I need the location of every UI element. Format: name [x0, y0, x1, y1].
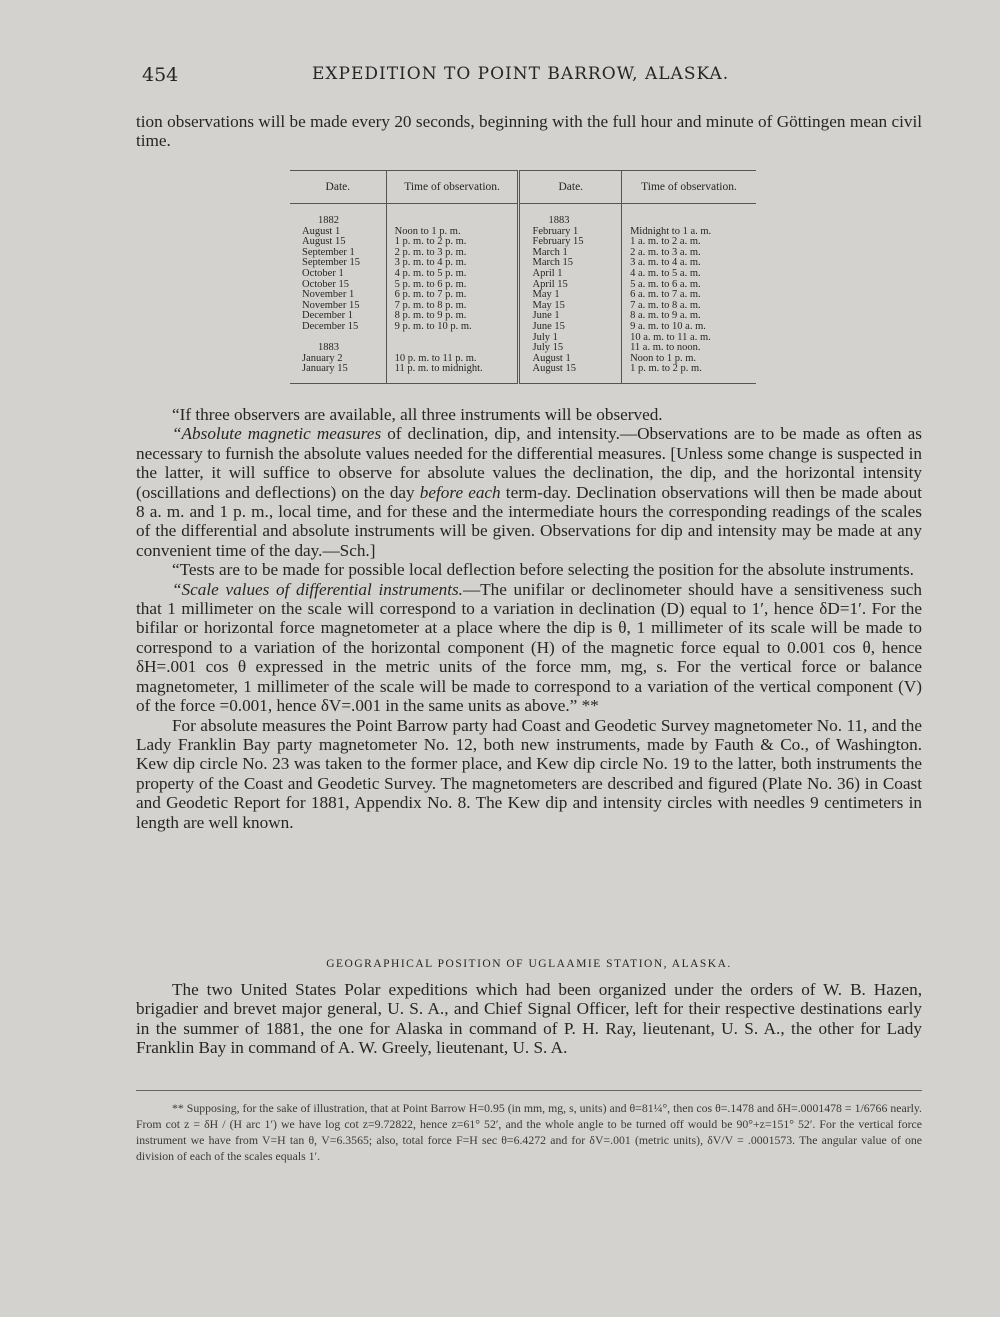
- footnote-rule: [136, 1090, 922, 1091]
- table-cell: Midnight to 1 a. m.: [630, 225, 712, 237]
- table-body-row: [290, 204, 756, 384]
- table-cell: 6 a. m. to 7 a. m.: [630, 289, 701, 301]
- before-each-emphasis: before each: [419, 482, 501, 502]
- table-cell: February 1: [532, 225, 579, 237]
- table-cell: 7 p. m. to 8 p. m.: [394, 299, 467, 311]
- table-cell: January 2: [302, 352, 343, 364]
- absolute-measures-heading: “Absolute magnetic measures: [172, 424, 382, 444]
- intro-text-block: [136, 112, 922, 151]
- page-header: [142, 64, 922, 90]
- table-cell: March 15: [532, 257, 574, 269]
- table-cell: June 1: [532, 310, 560, 322]
- table-cell: Noon to 1 p. m.: [630, 352, 696, 364]
- table-cell: May 15: [532, 299, 565, 311]
- table-cell: March 1: [532, 246, 568, 258]
- scale-values-heading: “Scale values of differential instruments.: [172, 579, 463, 599]
- table-cell: 1 a. m. to 2 a. m.: [630, 236, 701, 248]
- table-cell: [395, 216, 518, 227]
- table-header-time-left: Time of observation.: [386, 171, 519, 204]
- table-cell: 1 p. m. to 2 p. m.: [394, 236, 467, 248]
- table-cell: 8 p. m. to 9 p. m.: [394, 310, 467, 322]
- table-header-date-right: Date.: [519, 171, 622, 204]
- table-cell: 10 p. m. to 11 p. m.: [394, 352, 477, 364]
- table-cell: 9 a. m. to 10 a. m.: [630, 320, 706, 332]
- intro-paragraph: tion observations will be made every 20 seconds, beginning with the full hour and minute of Göttingen mean civil time.: [136, 112, 922, 151]
- paragraph-instruments: For absolute measures the Point Barrow party had Coast and Geodetic Survey magnetometer No. 11, and the Lady Franklin Bay party magnetometer No. 12, both new instruments, made by Fauth & Co., of Washington. Kew dip circle No. 23 was taken to the former place, and Kew dip circle No. 19 to the latter, both instruments the property of the Coast and Geodetic Survey. The magnetometers are described and figured (Plate No. 36) in Coast and Geodetic Report for 1881, Appendix No. 8. The Kew dip and intensity circles with needles 9 centimeters in length are well known.: [136, 715, 922, 832]
- table-cell: February 15: [532, 236, 584, 248]
- table-cell: April 15: [532, 278, 568, 290]
- table-cell: 4 a. m. to 5 a. m.: [630, 267, 701, 279]
- table-cell: 11 p. m. to midnight.: [394, 363, 483, 375]
- table-cell: August 15: [302, 236, 346, 248]
- table-cell: 5 a. m. to 6 a. m.: [630, 278, 701, 290]
- table-cell: October 15: [302, 278, 349, 290]
- table-cell: 1 p. m. to 2 p. m.: [630, 363, 702, 375]
- table-header-time-right: Time of observation.: [622, 171, 756, 204]
- table-cell: September 15: [302, 257, 361, 269]
- table-cell: 1882: [318, 215, 339, 226]
- table-cell: 3 a. m. to 4 a. m.: [630, 257, 701, 269]
- table-cell: July 1: [532, 331, 558, 343]
- table-cell: 5 p. m. to 6 p. m.: [394, 278, 467, 290]
- table-cell: 4 p. m. to 5 p. m.: [394, 267, 467, 279]
- table-cell: August 1: [532, 352, 571, 364]
- table-cell: 1883: [548, 215, 570, 226]
- table-cell: April 1: [532, 267, 563, 279]
- table-cell: 8 a. m. to 9 a. m.: [630, 310, 701, 322]
- scale-values-text: —The unifilar or declinometer should have a sensitiveness such that 1 millimeter on the scale will correspond to a variation in declination (D) equal to 1′, hence δD=1′. For the bifilar or horizontal force magnetometer at a place where the dip is θ, 1 millimeter of its scale will be made to correspond to a variation of the horizontal component (H) of the magnetic force equal to 0.001 cos θ, hence δH=.001 cos θ expressed in the metric units of the force mm, mg, s. For the vertical force or balance magnetometer, 1 millimeter of the scale will be made to correspond to a variation of the vertical component (V) of the force =0.001, hence δV=.001 in the same units as above.” **: [136, 579, 923, 716]
- footnote-text: ** Supposing, for the sake of illustration, that at Point Barrow H=0.95 (in mm, mg, s, units) and θ=81¼°, then cos θ=.1478 and δH=.0001478 = 1/6766 nearly. From cot z = δH / (H arc 1′) we have log cot z=9.72822, hence z=61° 52′, and the whole angle to be turned off would be 90°+z=151° 52′. For the vertical force instrument we have from V=H tan θ, V=6.3565; also, total force F=H sec θ=6.4272 and for δV=.001 (metric units), δV/V = .0001573. The angular value of one division of each of the scales equals 1′.: [136, 1101, 922, 1163]
- footnote: [136, 1100, 922, 1164]
- running-title: EXPEDITION TO POINT BARROW, ALASKA.: [312, 64, 730, 84]
- observation-table: [290, 170, 756, 384]
- section-text-block: [136, 980, 922, 1058]
- table-cell: July 15: [532, 342, 564, 354]
- table-cell: December 15: [302, 320, 359, 332]
- table-cell: [302, 333, 386, 344]
- table-cell: October 1: [302, 267, 344, 279]
- absolute-measures-text: of declination, dip, and intensity.—Observations are to be made as often as necessary to furnish the absolute values needed for the differential measures. [Unless some change is suspected in the latter, it will suffice to observe for absolute values the declination, the dip, and the horizontal intensity (oscillations and deflections) on the day: [136, 424, 923, 502]
- right-dates-column: [519, 204, 622, 384]
- table-cell: August 15: [532, 363, 576, 375]
- table-cell: November 15: [302, 299, 360, 311]
- table-header-row: [290, 171, 756, 204]
- paragraph-scale-values: [136, 580, 922, 716]
- table-cell: December 1: [302, 310, 354, 322]
- table-cell: 3 p. m. to 4 p. m.: [394, 257, 467, 269]
- table-cell: September 1: [302, 246, 355, 258]
- right-times-column: [622, 204, 756, 384]
- paragraph-local-deflection: “Tests are to be made for possible local deflection before selecting the position for the absolute instruments.: [172, 560, 914, 580]
- table-cell: November 1: [302, 289, 355, 301]
- table-header-date-left: Date.: [290, 171, 386, 204]
- table-cell: 2 a. m. to 3 a. m.: [630, 246, 701, 258]
- left-times-column: [386, 204, 519, 384]
- paragraph-expeditions: The two United States Polar expeditions which had been organized under the orders of W. B. Hazen, brigadier and brevet major general, U. S. A., and Chief Signal Officer, left for their respective destinations early in the summer of 1881, the one for Alaska in command of P. H. Ray, lieutenant, U. S. A., the other for Lady Franklin Bay in command of A. W. Greely, lieutenant, U. S. A.: [136, 980, 922, 1058]
- paragraph-absolute-measures: [136, 424, 922, 560]
- table-cell: 7 a. m. to 8 a. m.: [630, 299, 701, 311]
- table-cell: June 15: [532, 320, 565, 332]
- section-heading: GEOGRAPHICAL POSITION OF UGLAAMIE STATION, ALASKA.: [326, 958, 732, 970]
- page-number: 454: [142, 64, 179, 86]
- table-cell: 11 a. m. to noon.: [630, 342, 701, 354]
- table-cell: 1883: [318, 342, 339, 354]
- left-dates-column: [290, 204, 386, 384]
- table-cell: August 1: [302, 225, 341, 237]
- table-cell: Noon to 1 p. m.: [394, 225, 461, 237]
- table-cell: May 1: [532, 289, 560, 301]
- absolute-measures-text-end: term-day. Declination observations will then be made about 8 a. m. and 1 p. m., local time, and for these and the intermediate hours the corresponding readings of the scales of the differential and absolute instruments will be given. Observations for dip and intensity may be made at any convenient time of the day.—Sch.]: [136, 482, 922, 560]
- table-cell: January 15: [302, 363, 348, 375]
- table-cell: 2 p. m. to 3 p. m.: [394, 246, 467, 258]
- table-cell: 10 a. m. to 11 a. m.: [630, 331, 711, 343]
- main-text-block: [136, 405, 922, 832]
- table-cell: 9 p. m. to 10 p. m.: [394, 320, 472, 332]
- table-cell: [395, 333, 518, 344]
- table-cell: 6 p. m. to 7 p. m.: [394, 289, 467, 301]
- table-cell: [630, 216, 756, 227]
- paragraph-observers: “If three observers are available, all three instruments will be observed.: [172, 405, 663, 424]
